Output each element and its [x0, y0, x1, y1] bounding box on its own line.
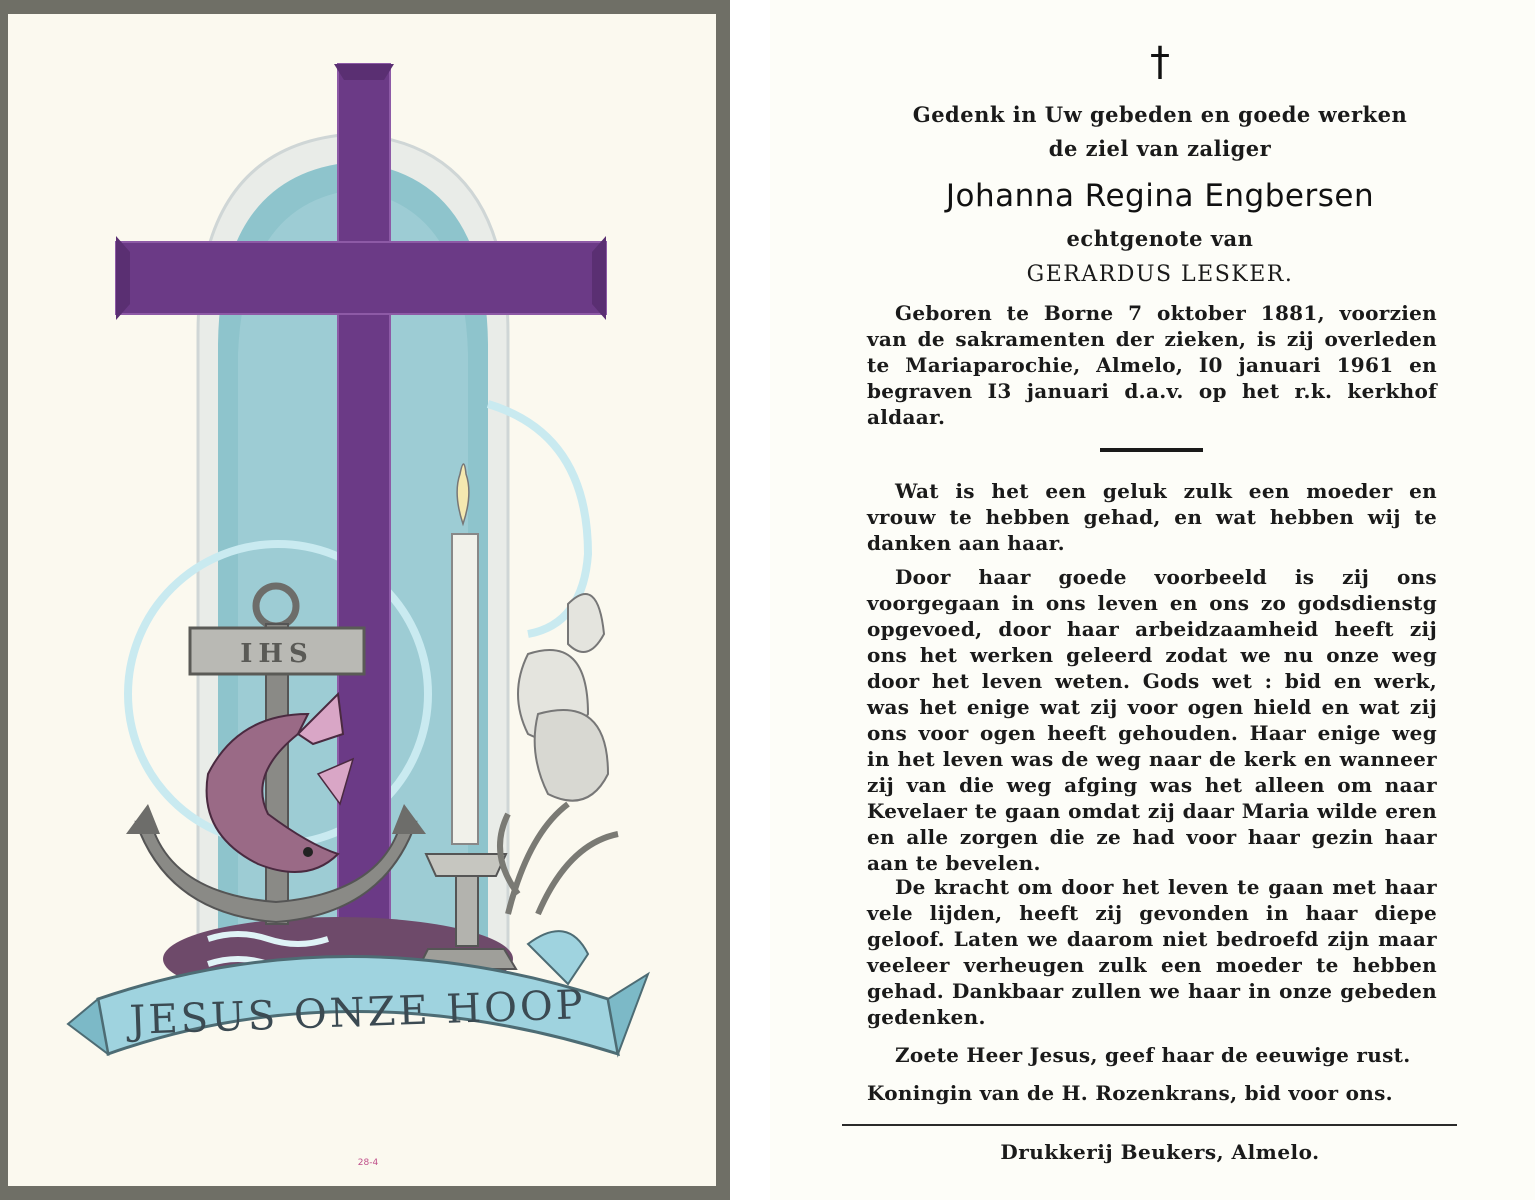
- tribute-paragraph-2: Door haar goede voorbeeld is zij ons voorgegaan in ons leven en ons zo godsdienstg opgevoed, door haar arbeidzaamheid heeft zij ons het werken geleerd zodat we nu onze weg door het leven weten. Gods wet : bid en werk, was het enige wat zij voor ogen hield en wat zij ons voor ogen heeft gehouden. Haar enige weg in het leven was de weg naar de kerk en wanneer zij van die weg afging was het alleen om naar Kevelaer te gaan omdat zij daar Maria wilde eren en alle zorgen die ze had voor haar gezin haar aan te bevelen.: [867, 565, 1437, 875]
- purple-cross: [116, 64, 606, 924]
- deceased-name: Johanna Regina Engbersen: [945, 178, 1375, 214]
- ribbon-text: JESUS ONZE HOOP: [128, 982, 587, 1044]
- print-code: 28-4: [357, 1158, 379, 1168]
- tribute-paragraph-1: Wat is het een geluk zulk een moeder en vrouw te hebben gehad, en wat hebben wij te danken aan haar.: [867, 479, 1437, 555]
- anchor-monogram: IHS: [240, 639, 314, 669]
- memorial-card-text-side: [770, 0, 1535, 1200]
- prayer-line-2: Koningin van de H. Rozenkrans, bid voor ons.: [867, 1081, 1393, 1105]
- devotional-illustration: [8, 14, 716, 1186]
- biography-paragraph: Geboren te Borne 7 oktober 1881, voorzien van de sakramenten der zieken, is zij overleden te Mariaparochie, Almelo, I0 januari 1961 en begraven I3 januari d.a.v. op het r.k. kerkhof aldaar.: [867, 301, 1437, 429]
- memorial-card-front: [0, 0, 730, 1200]
- spouse-name: GERARDUS LESKER.: [1026, 262, 1294, 287]
- spouse-prefix: echtgenote van: [1066, 226, 1254, 251]
- cross-symbol: †: [1150, 39, 1170, 85]
- prayer-line-1: Zoete Heer Jesus, geef haar de eeuwige rust.: [895, 1043, 1411, 1067]
- intro-line-2: de ziel van zaliger: [1048, 136, 1272, 161]
- printer-credit: Drukkerij Beukers, Almelo.: [1000, 1140, 1320, 1164]
- intro-line-1: Gedenk in Uw gebeden en goede werken: [912, 102, 1408, 127]
- divider-short: [1100, 448, 1203, 452]
- lily-flowers: [500, 594, 618, 914]
- divider-long: [842, 1124, 1457, 1126]
- tribute-paragraph-3: De kracht om door het leven te gaan met haar vele lijden, heeft zij gevonden in haar diepe geloof. Laten we daarom niet bedroefd zijn maar veeleer verheugen zulk een moeder te hebben gehad. Dankbaar zullen we haar in onze gebeden gedenken.: [867, 875, 1437, 1029]
- card-illustration-panel: [8, 14, 716, 1186]
